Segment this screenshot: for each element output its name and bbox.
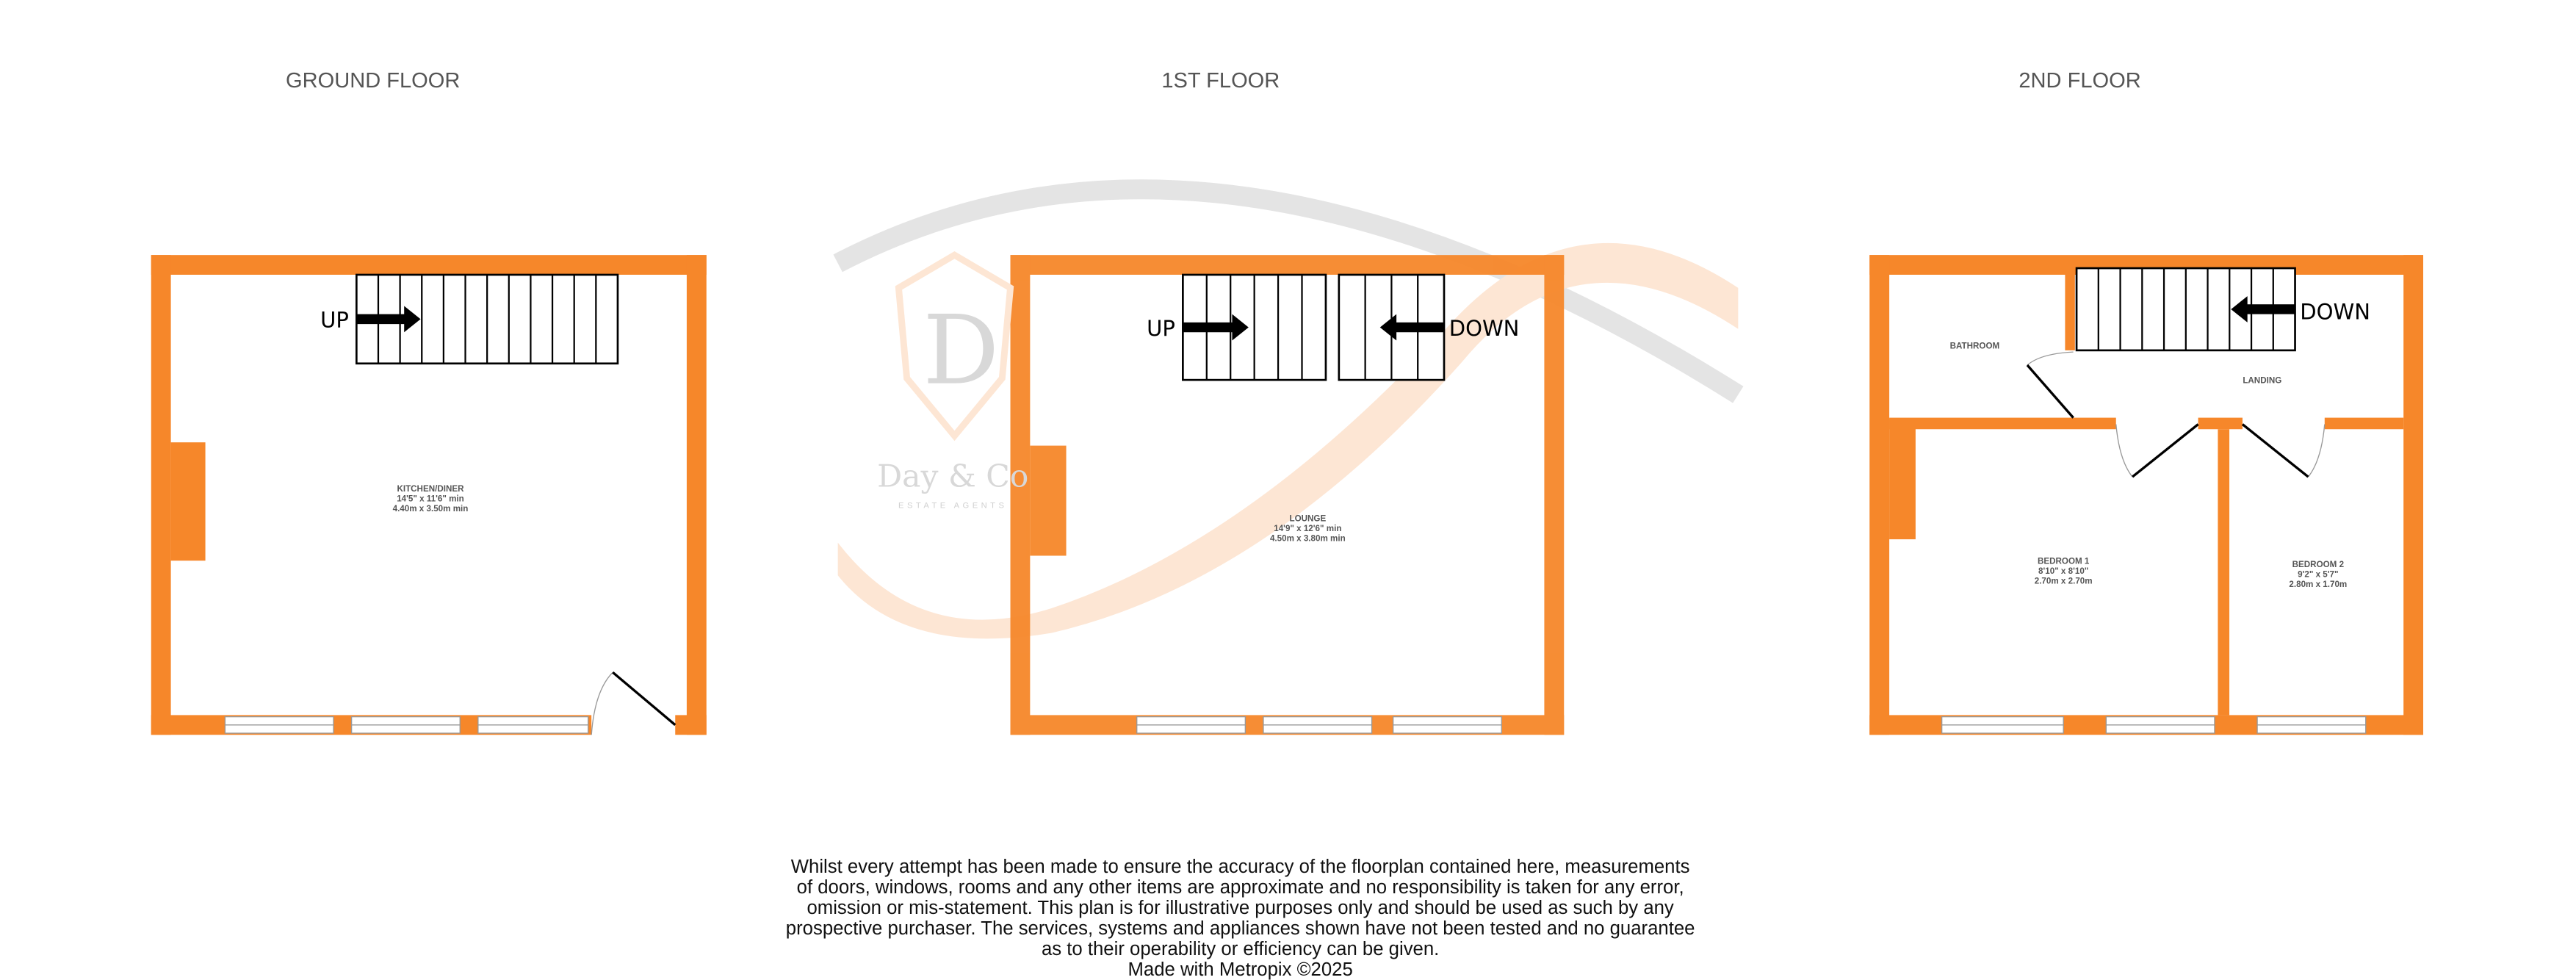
watermark-tagline: ESTATE AGENTS (898, 501, 1008, 511)
staircase-down (2077, 268, 2370, 350)
watermark (877, 255, 1028, 510)
room-bedroom-1 (2035, 557, 2093, 586)
stairs-down-label: DOWN (2300, 299, 2370, 325)
watermark-initial: D (923, 295, 1000, 406)
svg-text:omission or mis-statement. Thi: omission or mis-statement. This plan is for illustrative purposes only and should be used as such by any (807, 898, 1674, 919)
chimney-breast (1030, 446, 1066, 556)
ground-floor-title: GROUND FLOOR (286, 69, 461, 93)
svg-text:LOUNGE: LOUNGE (1289, 514, 1327, 524)
chimney-breast (1889, 419, 1916, 539)
svg-text:9'2" x 5'7": 9'2" x 5'7" (2298, 569, 2339, 580)
disclaimer (786, 857, 1695, 980)
svg-text:2.80m x 1.70m: 2.80m x 1.70m (2289, 579, 2348, 589)
second-floor-title: 2ND FLOOR (2018, 69, 2141, 93)
room-landing: LANDING (2243, 375, 2282, 386)
watermark-brand: Day & Co (877, 458, 1029, 495)
windows (225, 717, 588, 733)
svg-text:of doors, windows, rooms and a: of doors, windows, rooms and any other items are approximate and no responsibility is taken for any error, (796, 877, 1684, 898)
svg-text:2.70m x 2.70m: 2.70m x 2.70m (2034, 576, 2093, 586)
front-door (591, 672, 675, 735)
svg-text:KITCHEN/DINER: KITCHEN/DINER (397, 484, 464, 494)
staircase-up (320, 275, 618, 364)
svg-text:14'5" x 11'6" min: 14'5" x 11'6" min (397, 494, 464, 504)
room-bathroom: BATHROOM (1949, 341, 2000, 351)
ground-floor-plan (151, 255, 707, 735)
windows (1942, 717, 2366, 733)
bathroom-door (2027, 352, 2074, 417)
windows (1137, 717, 1502, 733)
stairs-up-label: UP (320, 307, 349, 333)
svg-text:4.50m x 3.80m min: 4.50m x 3.80m min (1269, 533, 1346, 544)
bedroom-2-door (2243, 425, 2325, 478)
room-kitchen-diner (393, 484, 469, 514)
stairs-up-label: UP (1147, 315, 1175, 341)
bedroom-1-door (2116, 425, 2198, 478)
staircase-up (1147, 275, 1326, 380)
svg-text:4.40m x 3.50m min: 4.40m x 3.50m min (392, 504, 469, 514)
svg-text:BEDROOM 1: BEDROOM 1 (2037, 556, 2090, 566)
svg-text:BEDROOM 2: BEDROOM 2 (2292, 560, 2345, 570)
svg-text:prospective purchaser. The ser: prospective purchaser. The services, systems and appliances shown have not been tested and no guarantee (785, 918, 1695, 940)
svg-text:Whilst every attempt has been: Whilst every attempt has been made to ensure the accuracy of the floorplan contained here, measurements (790, 857, 1690, 878)
svg-text:as to their operability or eff: as to their operability or efficiency can be given. (1041, 938, 1440, 959)
second-floor-plan (1869, 255, 2423, 735)
stairs-down-label: DOWN (1448, 315, 1520, 341)
chimney-breast (171, 442, 206, 561)
svg-text:8'10" x 8'10": 8'10" x 8'10" (2038, 566, 2089, 577)
room-bedroom-2 (2289, 560, 2347, 589)
first-floor-title: 1ST FLOOR (1161, 69, 1280, 93)
credit: Made with Metropix ©2025 (1128, 959, 1353, 980)
svg-text:14'9" x 12'6" min: 14'9" x 12'6" min (1274, 523, 1342, 533)
